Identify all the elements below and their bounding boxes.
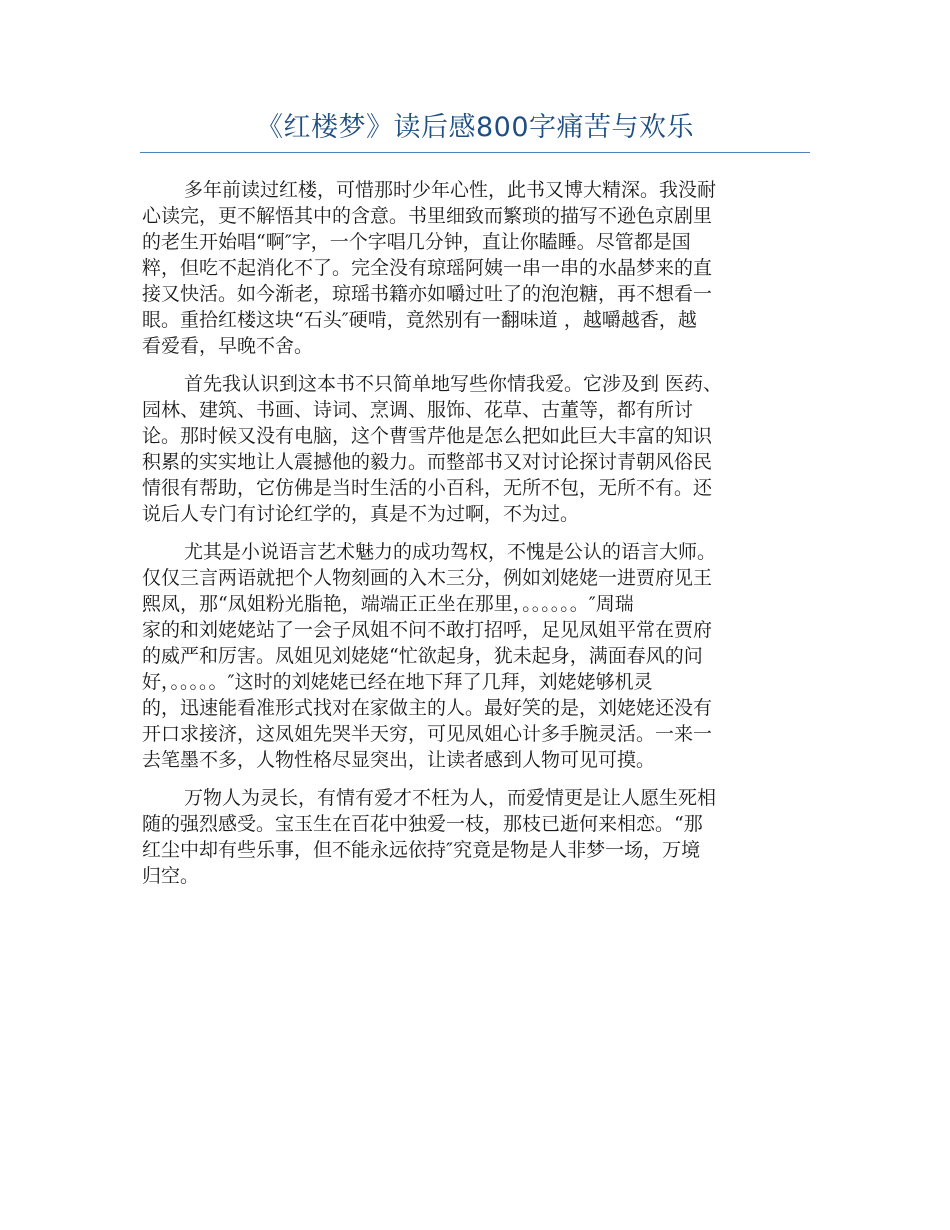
paragraph-4 — [142, 785, 806, 889]
paragraph-line: 的老生开始唱“啊″字，一个字唱几分钟，直让你瞌睡。尽管都是国 — [142, 231, 691, 253]
paragraph-line: 眼。重拾红楼这块“石头″硬啃，竟然别有一翻味道 ，越嚼越香，越 — [142, 309, 697, 331]
paragraph-line: 随的强烈感受。宝玉生在百花中独爱一枝，那枝已逝何来相恋。“那 — [142, 813, 703, 835]
document-title: 《红楼梦》读后感800字痛苦与欢乐 — [255, 112, 695, 143]
paragraph-2 — [142, 371, 806, 527]
paragraph-line: 的，迅速能看准形式找对在家做主的人。最好笑的是，刘姥姥还没有 — [142, 697, 713, 719]
paragraph-1 — [142, 177, 806, 359]
paragraph-line: 接又快活。如今渐老，琼瑶书籍亦如嚼过吐了的泡泡糖，再不想看一 — [142, 283, 713, 305]
paragraph-line: 情很有帮助，它仿佛是当时生活的小百科，无所不包，无所不有。还 — [142, 477, 713, 499]
paragraph-line: 粹，但吃不起消化不了。完全没有琼瑶阿姨一串一串的水晶梦来的直 — [142, 257, 713, 279]
paragraph-line: 红尘中却有些乐事，但不能永远依持″究竟是物是人非梦一场，万境 — [142, 839, 701, 861]
paragraph-line: 园林、建筑、书画、诗词、烹调、服饰、花草、古董等，都有所讨 — [142, 399, 694, 421]
paragraph-line: 说后人专门有讨论红学的，真是不为过啊，不为过。 — [142, 503, 580, 525]
paragraph-line: 万物人为灵长，有情有爱才不枉为人，而爱情更是让人愿生死相 — [184, 787, 717, 809]
paragraph-line: 论。那时候又没有电脑，这个曹雪芹他是怎么把如此巨大丰富的知识 — [142, 425, 713, 447]
paragraph-line: 看爱看，早晚不舍。 — [142, 335, 314, 357]
paragraph-line: 仅仅三言两语就把个人物刻画的入木三分，例如刘姥姥一进贾府见王 — [142, 567, 713, 589]
paragraph-line: 多年前读过红楼，可惜那时少年心性，此书又博大精深。我没耐 — [184, 179, 717, 201]
paragraph-line: 归空。 — [142, 865, 200, 887]
paragraph-line: 开口求接济，这凤姐先哭半天穷，可见凤姐心计多手腕灵活。一来一 — [142, 723, 713, 745]
paragraph-3 — [142, 539, 806, 773]
paragraph-line: 家的和刘姥姥站了一会子凤姐不问不敢打招呼，足见凤姐平常在贾府 — [142, 619, 713, 641]
paragraph-line: 心读完，更不解悟其中的含意。书里细致而繁琐的描写不逊色京剧里 — [142, 205, 713, 227]
paragraph-line: 去笔墨不多，人物性格尽显突出，让读者感到人物可见可摸。 — [142, 749, 656, 771]
paragraph-line: 熙凤，那“凤姐粉光脂艳，端端正正坐在那里，。。。。。。″周瑞 — [142, 593, 634, 615]
title-underline — [140, 152, 810, 153]
paragraph-line: 首先我认识到这本书不只简单地写些你情我爱。它涉及到 医药、 — [184, 373, 723, 395]
paragraph-line: 的威严和厉害。凤姐见刘姥姥“忙欲起身，犹未起身，满面春风的问 — [142, 645, 703, 667]
paragraph-line: 尤其是小说语言艺术魅力的成功驾权，不愧是公认的语言大师。 — [184, 541, 717, 563]
paragraph-line: 积累的实实地让人震撼他的毅力。而整部书又对讨论探讨青朝风俗民 — [142, 451, 713, 473]
paragraph-line: 好，。。。。。″这时的刘姥姥已经在地下拜了几拜，刘姥姥够机灵 — [142, 671, 653, 693]
document-body — [142, 177, 806, 901]
